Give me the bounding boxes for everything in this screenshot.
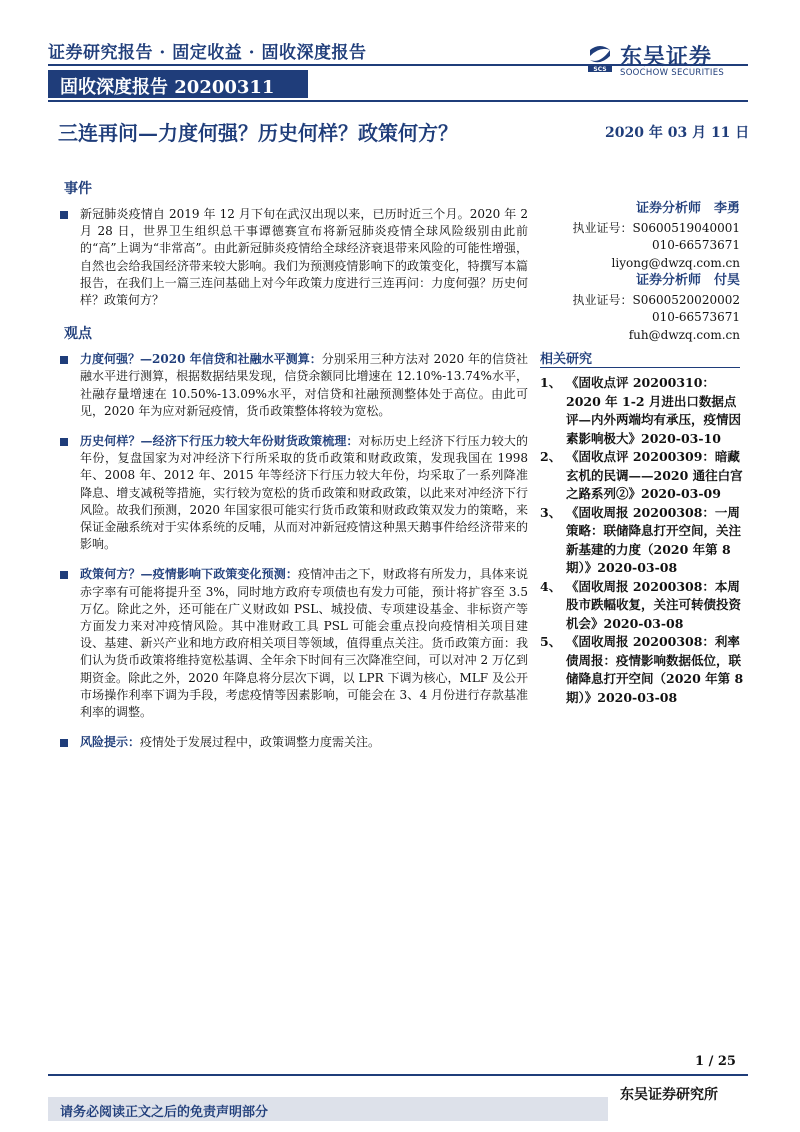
report-title: 三连再问—力度何强？历史何样？政策何方？ — [58, 121, 458, 145]
related-heading: 相关研究 — [540, 352, 593, 367]
analyst-card — [550, 272, 740, 344]
related-item[interactable] — [540, 504, 745, 578]
view-item — [58, 433, 528, 553]
view-item — [58, 566, 528, 721]
view-lead: 风险提示： — [80, 735, 141, 750]
analyst-license: 执业证号：S0600519040001 — [572, 220, 740, 235]
bullet-icon — [58, 206, 80, 309]
logo-text-cn: 东吴证券 — [620, 45, 713, 70]
related-text: 《固收周报 20200308：本周股市跌幅收复，关注可转债投资机会》2020-03-08 — [566, 578, 742, 631]
related-list — [540, 374, 745, 707]
analyst-email[interactable]: liyong@dwzq.com.cn — [611, 255, 740, 270]
analyst-card — [550, 200, 740, 272]
bullet-icon — [58, 351, 80, 420]
view-item — [58, 351, 528, 420]
view-text: 对标历史上经济下行压力较大的年份，复盘国家为对冲经济下行所采取的货币政策和财政政策，发现我国在 1998 年、2008 年、2012 年、2015 年等经济下行压力较大年份，均采取了一系列降准降息、增支减税等措施，实行较为宽松的货币政策和财政政策，以此来对冲经济下行风险。故我们预测，2020 年国家很可能实行货币政策和财政政策双发力的策略，来保证金融系统对于实体系统的反哺，从而对冲新冠疫情这种黑天鹅事件给经济带来的影响。 — [80, 434, 528, 552]
event-heading: 事件 — [64, 181, 92, 197]
related-divider — [540, 367, 740, 368]
analyst-panel — [550, 200, 740, 344]
related-item[interactable] — [540, 374, 745, 448]
related-num: 1、 — [540, 375, 562, 390]
view-lead: 历史何样？—经济下行压力较大年份财货政策梳理： — [80, 434, 359, 449]
event-paragraph — [58, 206, 528, 309]
view-item — [58, 734, 528, 751]
analyst-license: 执业证号：S0600520020002 — [572, 292, 740, 307]
report-tag: 固收深度报告 20200311 — [48, 70, 308, 98]
view-text: 疫情处于发展过程中，政策调整力度需关注。 — [140, 735, 381, 750]
report-date: 2020 年 03 月 11 日 — [605, 125, 750, 141]
views-heading: 观点 — [64, 326, 92, 343]
related-item[interactable] — [540, 448, 745, 504]
related-num: 3、 — [540, 504, 562, 520]
related-item[interactable] — [540, 633, 745, 707]
view-lead: 力度何强？—2020 年信贷和社融水平测算： — [80, 352, 322, 367]
analyst-name: 证券分析师 李勇 — [635, 201, 740, 216]
view-lead: 政策何方？—疫情影响下政策变化预测： — [80, 567, 298, 582]
breadcrumb: 证券研究报告 · 固定收益 · 固收深度报告 — [48, 43, 367, 63]
event-text: 新冠肺炎疫情自 2019 年 12 月下旬在武汉出现以来，已历时近三个月。2020 年 2 月 28 日，世界卫生组织总干事谭德赛宣布将新冠肺炎疫情全球风险级别由此前的“高”上调为“非常高”。由此新冠肺炎疫情给全球经济衰退带来风险的可能性增强，自然也会给我国经济带来较大影响。我们为预测疫情影响下的政策变化，特撰写本篇报告，在我们上一篇三连问基础上对今年政策力度进行三连再问：力度何强？历史何样？政策何方？ — [80, 207, 528, 308]
related-num: 4、 — [540, 578, 562, 594]
footer-divider — [48, 1074, 748, 1076]
company-logo — [586, 40, 756, 82]
main-content — [58, 178, 528, 751]
view-text: 疫情冲击之下，财政将有所发力，具体来说赤字率有可能将提升至 3%，同时地方政府专项债也有发力可能，预计将扩容至 3.5 万亿。除此之外，还可能在广义财政如 PSL、城投债、专项建设基金、非标资产等方面发力来对冲疫情风险。其中准财政工具 PSL 可能会重点投向疫情相关项目建设、基建、新兴产业和地方政府相关项目等领域，值得重点关注。货币政策方面：我们认为货币政策将维持宽松基调、全年余下时间有三次降准空间，可以对冲 2 万亿到期资金。除此之外，2020 年降息将分层次下调，以 LPR 下调为核心，MLF 及公开市场操作利率下调为手段，考虑疫情等因素影响，可能会在 3、4 月份进行存款基准利率的调整。 — [80, 567, 528, 720]
header-divider-bottom — [48, 100, 748, 102]
analyst-name: 证券分析师 付昊 — [635, 273, 740, 288]
related-text: 《固收周报 20200308：一周策略：联储降息打开空间，关注新基建的力度（2020 年第 8 期）》2020-03-08 — [566, 504, 742, 575]
related-text: 《固收点评 20200310：2020 年 1-2 月进出口数据点评—内外两端均有承压，疫情因素影响极大》2020-03-10 — [566, 375, 742, 446]
disclaimer-notice[interactable]: 请务必阅读正文之后的免责声明部分 — [48, 1097, 608, 1121]
related-num: 2、 — [540, 449, 562, 464]
bullet-icon — [58, 433, 80, 553]
bullet-icon — [58, 734, 80, 751]
bullet-icon — [58, 566, 80, 721]
logo-text-en: SOOCHOW SECURITIES — [620, 68, 725, 78]
related-item[interactable] — [540, 578, 745, 634]
related-text: 《固收周报 20200308：利率债周报：疫情影响数据低位，联储降息打开空间（2020 年第 8 期）》2020-03-08 — [566, 634, 744, 705]
related-text: 《固收点评 20200309：暗藏玄机的民调——2020 通往白宫之路系列②》2020-03-09 — [566, 449, 743, 501]
analyst-phone: 010-66573671 — [651, 310, 740, 324]
analyst-phone: 010-66573671 — [651, 238, 740, 252]
page-number: 1 / 25 — [695, 1054, 736, 1069]
footer-org: 东吴证券研究所 — [620, 1087, 718, 1103]
analyst-email[interactable]: fuh@dwzq.com.cn — [628, 327, 740, 342]
related-num: 5、 — [540, 634, 562, 649]
svg-text:SCS: SCS — [593, 66, 607, 73]
view-text: 分别采用三种方法对 2020 年的信贷社融水平进行测算，根据数据结果发现，信贷余额同比增速在 12.10%-13.74%水平，社融存量增速在 10.50%-13.09%水平，对信贷和社融预测整体处于高位。由此可见，2020 年为应对新冠疫情，货币政策整体将较为宽松。 — [80, 352, 529, 418]
scs-logo-icon — [586, 42, 614, 74]
